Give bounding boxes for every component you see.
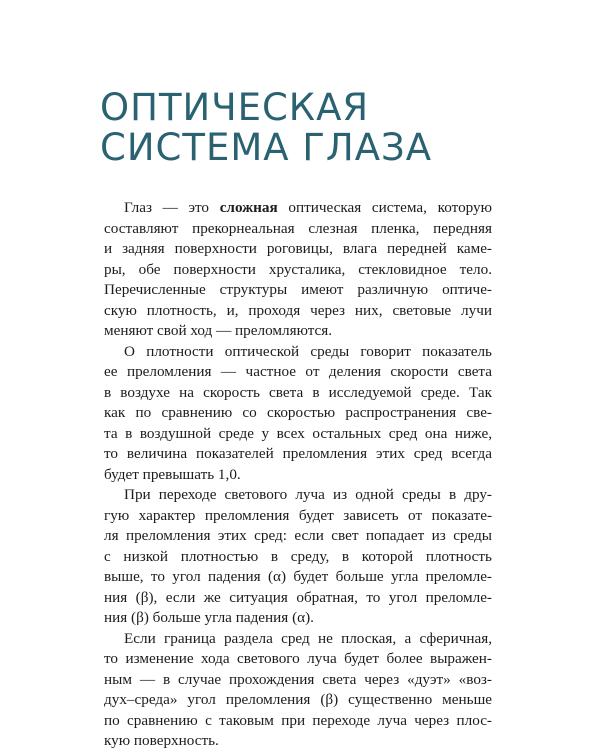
text-line: ля преломления этих сред: если свет попадает из среды bbox=[104, 527, 492, 544]
text-line: О плотности оптической среды говорит показатель bbox=[124, 342, 492, 360]
text-line: будет превышать 1,0. bbox=[104, 465, 241, 483]
text-line: и задняя поверхности роговицы, влага передней каме- bbox=[104, 240, 492, 257]
text-line: по сравнению с таковым при переходе луча через плос- bbox=[104, 711, 492, 729]
text-span: оптическая система, которую bbox=[277, 199, 492, 216]
text-line: как по сравнению со скоростью распространения све- bbox=[104, 404, 492, 421]
text-line: с низкой плотностью в среду, в которой плотность bbox=[104, 547, 492, 565]
body-text bbox=[104, 198, 492, 752]
chapter-title bbox=[100, 88, 432, 168]
paragraph bbox=[104, 629, 492, 752]
text-line: ния (β) больше угла падения (α). bbox=[104, 609, 314, 626]
chapter-title-line-1: ОПТИЧЕСКАЯ bbox=[100, 86, 370, 129]
text-line: ным — в случае прохождения света через «дуэт» «воз- bbox=[104, 670, 492, 688]
text-line: выше, то угол падения (α) будет больше угла преломле- bbox=[104, 568, 492, 585]
text-line: При переходе светового луча из одной среды в дру- bbox=[124, 486, 492, 503]
text-span: Глаз — это bbox=[124, 199, 220, 216]
bold-term: сложная bbox=[219, 199, 278, 216]
text-line: ры, обе поверхности хрусталика, стекловидное тело. bbox=[104, 260, 492, 278]
paragraph bbox=[104, 485, 492, 629]
paragraph bbox=[104, 198, 492, 342]
text-line: дух–среда» угол преломления (β) существенно меньше bbox=[104, 691, 492, 708]
text-line: ния (β), если же ситуация обратная, то угол преломле- bbox=[104, 588, 492, 606]
text-line: Если граница раздела сред не плоская, а сферичная, bbox=[124, 629, 492, 647]
text-line: в воздухе на скорость света в исследуемой среде. Так bbox=[104, 383, 492, 401]
text-line: гую характер преломления будет зависеть от показате- bbox=[104, 506, 492, 524]
text-line: ее преломления — частное от деления скорости света bbox=[104, 363, 492, 380]
text-line: составляют прекорнеальная слезная пленка, передняя bbox=[104, 219, 492, 237]
text-line: меняют свой ход — преломляются. bbox=[104, 322, 333, 339]
text-line: та в воздушной среде у всех остальных сред она ниже, bbox=[104, 424, 492, 442]
text-line: Перечисленные структуры имеют различную оптиче- bbox=[104, 281, 492, 298]
text-line: то величина показателей преломления этих сред всегда bbox=[104, 445, 492, 462]
chapter-title-line-2: СИСТЕМА ГЛАЗА bbox=[100, 126, 433, 169]
paragraph bbox=[104, 342, 492, 486]
text-line: скую плотность, и, проходя через них, световые лучи bbox=[104, 301, 492, 319]
text-line bbox=[104, 198, 492, 219]
text-line: то изменение хода светового луча будет более выражен- bbox=[104, 650, 492, 667]
text-line: кую поверхность. bbox=[104, 732, 219, 749]
